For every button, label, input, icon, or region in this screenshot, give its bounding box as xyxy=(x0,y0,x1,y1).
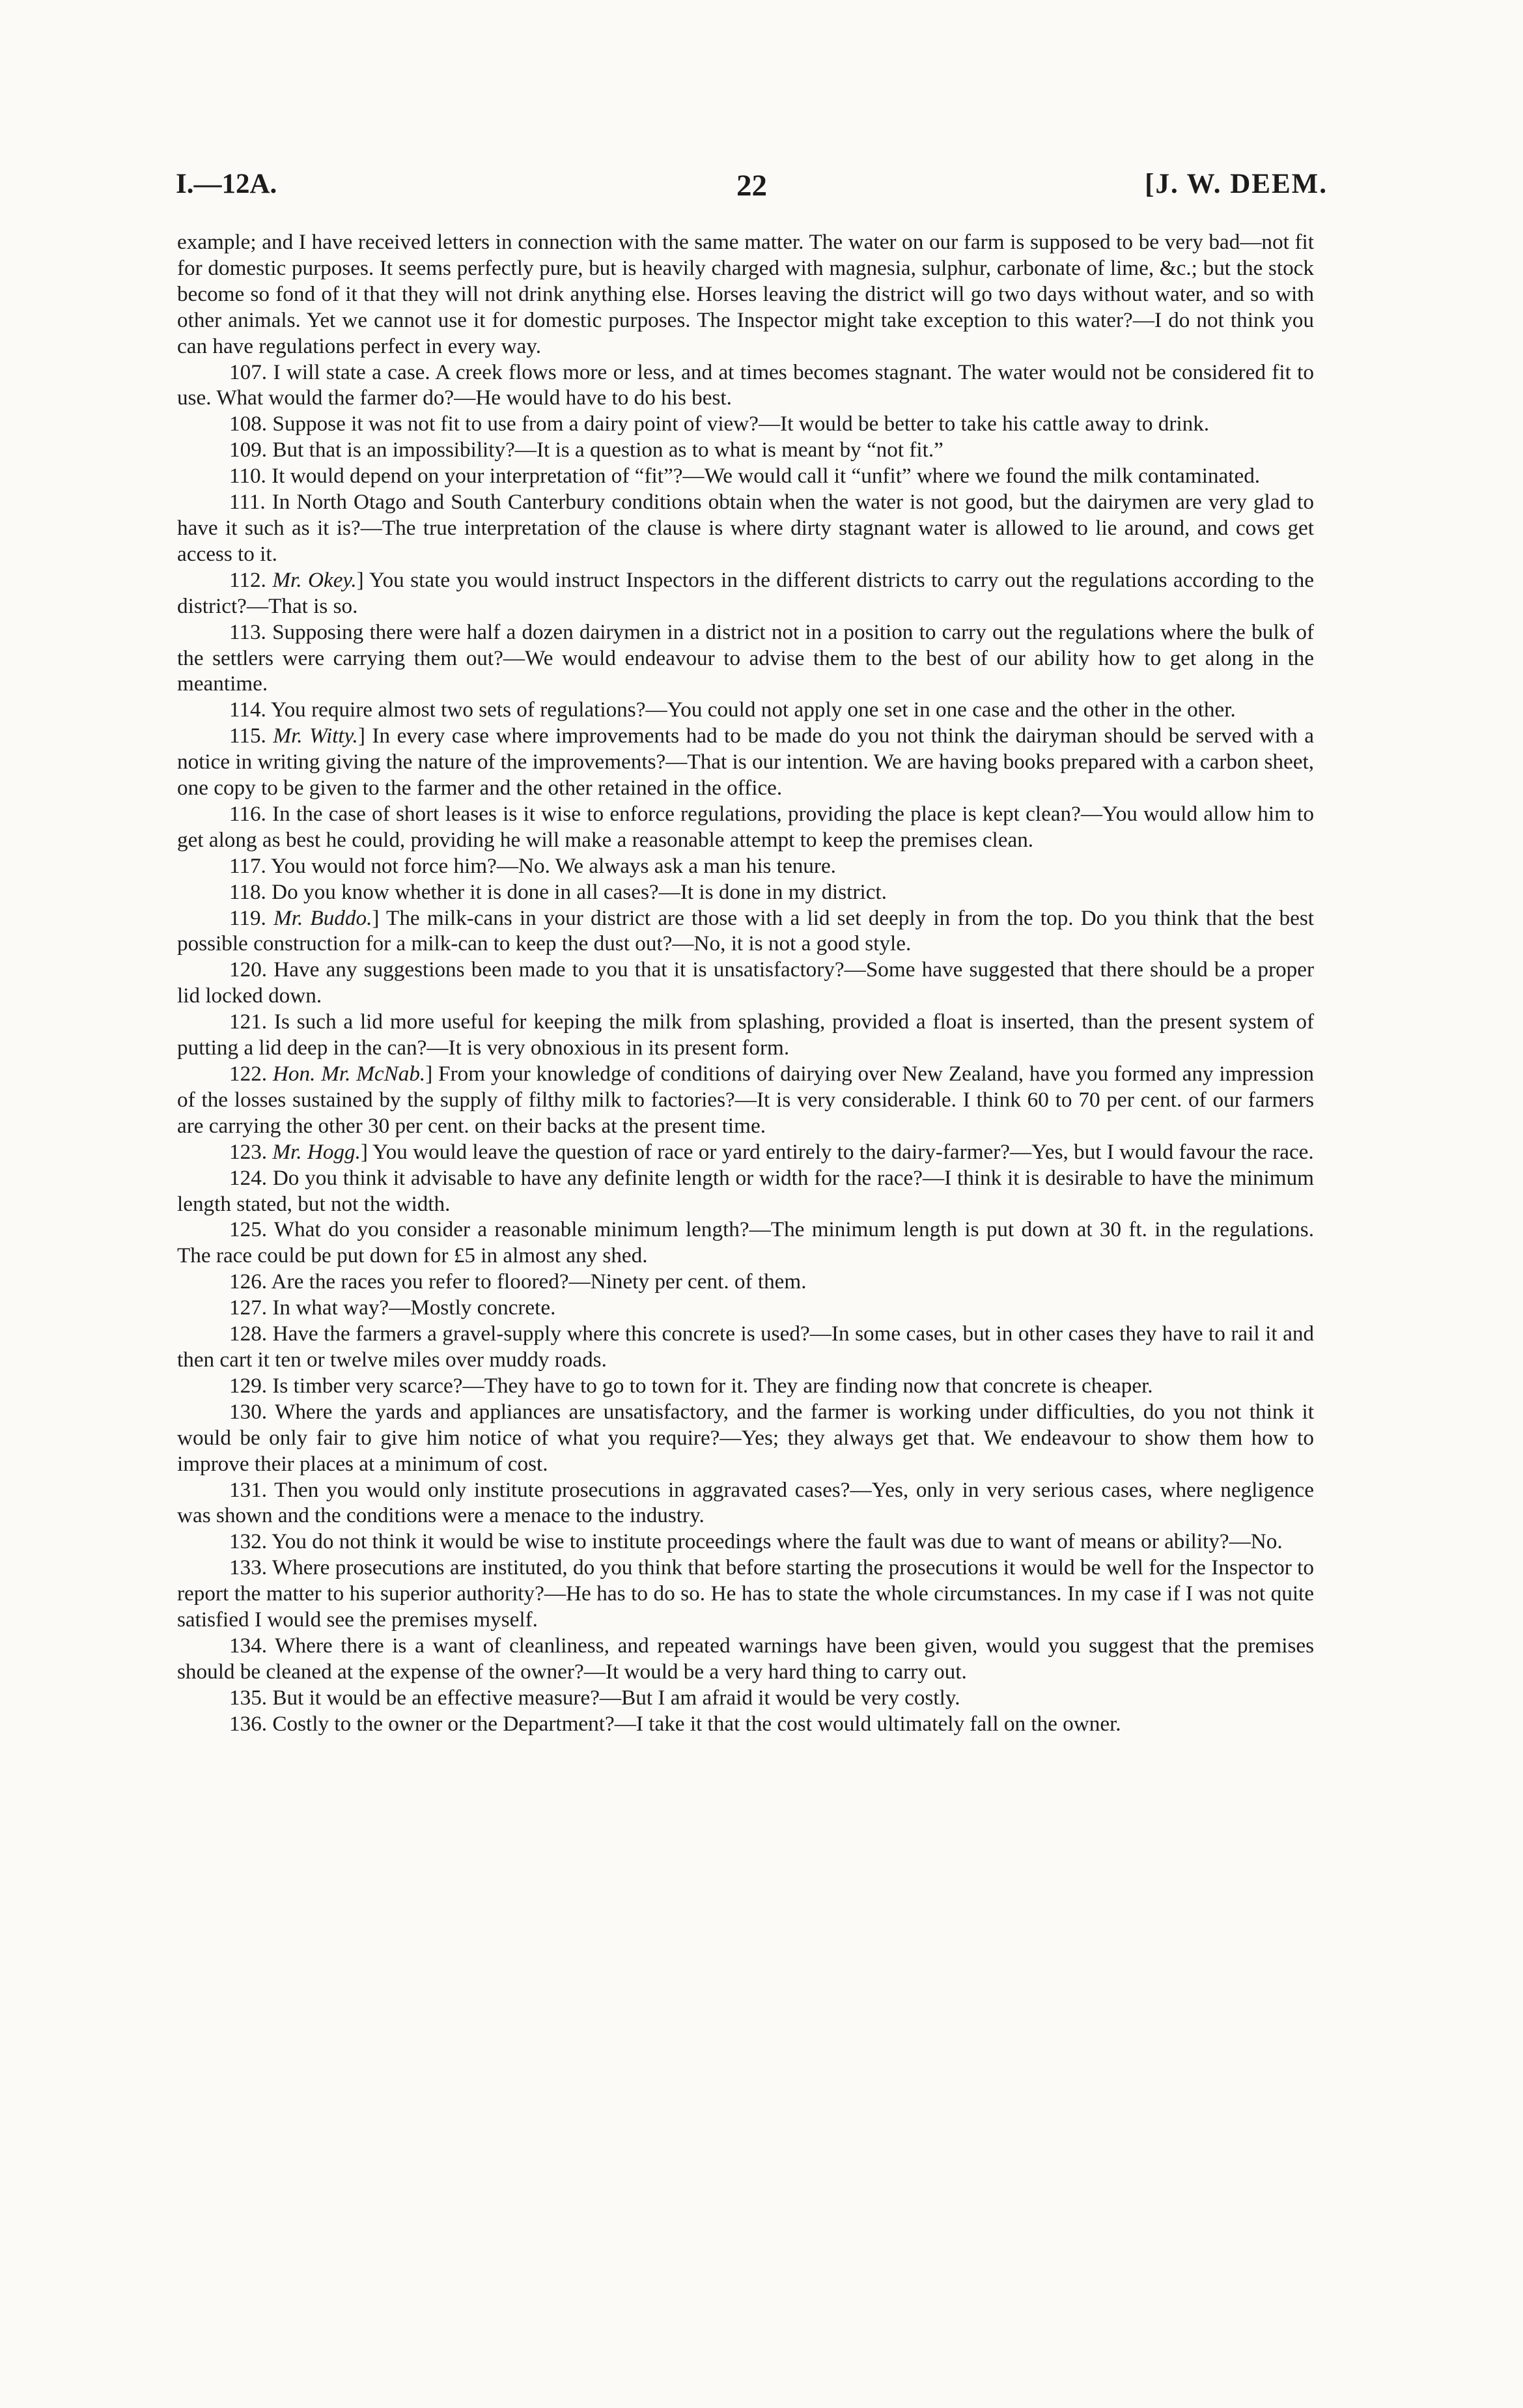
speaker-name: Hon. Mr. McNab. xyxy=(272,1062,426,1086)
question-number: 127. xyxy=(229,1296,268,1320)
speaker-name: Mr. Witty. xyxy=(273,724,358,748)
question-number: 110. xyxy=(229,464,266,489)
question-number: 109. xyxy=(229,438,268,462)
question-number: 120. xyxy=(229,957,268,982)
paragraph-text: Are the races you refer to floored?—Ninety per cent. of them. xyxy=(271,1269,807,1294)
question-number: 130. xyxy=(229,1399,268,1424)
question-number: 131. xyxy=(229,1477,268,1502)
question-number: 119. xyxy=(229,905,266,930)
speaker-name: Mr. Hogg. xyxy=(272,1139,361,1164)
paragraph-text: But it would be an effective measure?—But I am afraid it would be very costly. xyxy=(272,1685,960,1710)
question-paragraph xyxy=(177,463,1314,489)
paragraph-text: Is such a lid more useful for keeping the milk from splashing, provided a float is inserted, than the present system of putting a lid deep in the can?—It is very obnoxious in its present form. xyxy=(177,1010,1314,1060)
paragraph-text: example; and I have received letters in connection with the same matter. The water on our farm is supposed to be very bad—not fit for domestic purposes. It seems perfectly pure, but is heavily charged with magnesia, sulphur, carbonate of lime, &c.; but the stock become so fond of it that they will not drink anything else. Horses leaving the district will go two days without water, and so with other animals. Yet we cannot use it for domestic purposes. The Inspector might take exception to this water?—I do not think you can have regulations perfect in every way. xyxy=(177,230,1314,358)
question-number: 112. xyxy=(229,567,266,592)
paragraph-text: It would depend on your interpretation of “fit”?—We would call it “unfit” where we found the milk contaminated. xyxy=(272,464,1261,489)
paragraph-text: Have any suggestions been made to you that it is unsatisfactory?—Some have suggested that there should be a proper lid locked down. xyxy=(177,957,1314,1008)
question-paragraph: 115. Mr. Witty.] In every case where improvements had to be made do you not think the dairyman should be served with a notice in writing giving the nature of the improvements?—That is our intention. We are having books prepared with a carbon sheet, one copy to be given to the farmer and the other retained in the office. xyxy=(177,724,1314,800)
paragraph-text: You would leave the question of race or yard entirely to the dairy-farmer?—Yes, but I would favour the race. xyxy=(372,1139,1314,1164)
paragraph-text: You require almost two sets of regulations?—You could not apply one set in one case and the other in the other. xyxy=(270,698,1236,722)
question-number: 115. xyxy=(229,724,266,748)
question-number: 124. xyxy=(229,1165,268,1190)
page-number: 22 xyxy=(736,169,767,203)
paragraph-text: Have the farmers a gravel-supply where this concrete is used?—In some cases, but in other cases they have to rail it and then cart it ten or twelve miles over muddy roads. xyxy=(177,1322,1315,1372)
question-number: 134. xyxy=(229,1633,268,1658)
question-number: 114. xyxy=(229,698,266,722)
paragraph-text: In the case of short leases is it wise to enforce regulations, providing the place is kept clean?—You would allow him to get along as best he could, providing he will make a reasonable attempt to keep the premises clean. xyxy=(177,801,1314,852)
question-paragraph xyxy=(177,879,1314,905)
paragraph-text: Where the yards and appliances are unsatisfactory, and the farmer is working under difficulties, do you not think it would be only fair to give him notice of what you require?—Yes; they always get that. We endeavour to show them how to improve their places at a minimum of cost. xyxy=(177,1399,1314,1476)
question-paragraph xyxy=(177,697,1314,723)
question-number: 111. xyxy=(229,490,266,515)
question-number: 123. xyxy=(229,1139,268,1164)
question-paragraph: 112. Mr. Okey.] You state you would instruct Inspectors in the different districts to carry out the regulations according to the district?—That is so. xyxy=(177,567,1314,618)
question-number: 132. xyxy=(229,1529,268,1554)
paragraph-text: From your knowledge of conditions of dairying over New Zealand, have you formed any impression of the losses sustained by the supply of filthy milk to factories?—It is very considerable. I think 60 to 70 per cent. of our farmers are carrying the other 30 per cent. on their backs at the present time. xyxy=(177,1062,1315,1138)
witness-name: [J. W. DEEM. xyxy=(1145,169,1328,199)
question-number: 108. xyxy=(229,412,268,436)
question-number: 118. xyxy=(229,879,266,904)
paragraph-text: What do you consider a reasonable minimum length?—The minimum length is put down at 30 ft. in the regulations. The race could be put down for £5 in almost any shed. xyxy=(177,1217,1314,1268)
paragraph-text: In every case where improvements had to be made do you not think the dairyman should be served with a notice in writing giving the nature of the improvements?—That is our intention. We are having books prepared with a carbon sheet, one copy to be given to the farmer and the other retained in the office. xyxy=(177,724,1314,800)
question-paragraph xyxy=(177,1217,1314,1269)
paragraph-text: But that is an impossibility?—It is a question as to what is meant by “not fit.” xyxy=(272,438,943,462)
question-paragraph: 122. Hon. Mr. McNab.] From your knowledge of conditions of dairying over New Zealand, have you formed any impression of the losses sustained by the supply of filthy milk to factories?—It is very considerable. I think 60 to 70 per cent. of our farmers are carrying the other 30 per cent. on their backs at the present time. xyxy=(177,1062,1315,1138)
question-paragraph xyxy=(177,1399,1314,1477)
question-paragraph: 119. Mr. Buddo.] The milk-cans in your district are those with a lid set deeply in from the top. Do you think that the best possible construction for a milk-can to keep the dust out?—No, it is not a good style. xyxy=(177,905,1315,956)
question-number: 125. xyxy=(229,1217,268,1242)
question-paragraph xyxy=(177,1373,1314,1399)
speaker-name: Mr. Buddo. xyxy=(273,905,372,930)
question-paragraph xyxy=(177,360,1314,412)
question-paragraph xyxy=(177,619,1314,698)
question-paragraph xyxy=(177,1295,1314,1321)
paragraph-text: You state you would instruct Inspectors in the different districts to carry out the regulations according to the district?—That is so. xyxy=(177,567,1314,618)
question-paragraph: 123. Mr. Hogg.] You would leave the question of race or yard entirely to the dairy-farmer?—Yes, but I would favour the race. xyxy=(229,1139,1314,1164)
question-paragraph xyxy=(177,437,1314,463)
question-paragraph xyxy=(177,801,1314,853)
question-number: 122. xyxy=(229,1062,268,1086)
paragraph-text: The milk-cans in your district are those with a lid set deeply in from the top. Do you think that the best possible construction for a milk-can to keep the dust out?—No, it is not a good style. xyxy=(177,905,1315,956)
paragraph-text: Where there is a want of cleanliness, and repeated warnings have been given, would you suggest that the premises should be cleaned at the expense of the owner?—It would be a very hard thing to carry out. xyxy=(177,1633,1315,1684)
question-paragraph xyxy=(177,411,1314,437)
question-paragraph xyxy=(177,1165,1314,1217)
paragraph-text: In what way?—Mostly concrete. xyxy=(272,1296,556,1320)
paragraph-text: Where prosecutions are instituted, do you think that before starting the prosecutions it would be well for the Inspector to report the matter to his superior authority?—He has to do so. He has to state the whole circumstances. In my case if I was not quite satisfied I would see the premises myself. xyxy=(177,1555,1315,1632)
question-paragraph xyxy=(177,1711,1314,1737)
paragraph-text: Is timber very scarce?—They have to go to town for it. They are finding now that concrete is cheaper. xyxy=(272,1373,1153,1398)
question-paragraph xyxy=(177,1633,1314,1685)
question-paragraph xyxy=(177,1321,1314,1373)
speaker-name: Mr. Okey. xyxy=(272,567,357,592)
question-paragraph xyxy=(177,1685,1314,1711)
paragraph-text: You do not think it would be wise to institute proceedings where the fault was due to want of means or ability?—No. xyxy=(272,1529,1283,1554)
paragraph-text: In North Otago and South Canterbury conditions obtain when the water is not good, but the dairymen are very glad to have it such as it is?—The true interpretation of the clause is where dirty stagnant water is allowed to lie around, and cows get access to it. xyxy=(177,490,1314,566)
question-paragraph xyxy=(177,1529,1314,1555)
question-paragraph xyxy=(177,957,1314,1009)
paragraph-text: You would not force him?—No. We always ask a man his tenure. xyxy=(270,853,836,878)
question-number: 116. xyxy=(229,801,266,826)
question-paragraph xyxy=(177,489,1314,567)
question-number: 117. xyxy=(229,853,266,878)
paragraph-text: Do you know whether it is done in all cases?—It is done in my district. xyxy=(272,879,887,904)
document-reference: I.—12A. xyxy=(176,169,277,199)
question-number: 107. xyxy=(229,360,268,384)
question-number: 133. xyxy=(229,1555,268,1580)
paragraph-text: Suppose it was not fit to use from a dairy point of view?—It would be better to take his cattle away to drink. xyxy=(272,412,1210,436)
evidence-transcript xyxy=(177,229,1314,1737)
question-number: 126. xyxy=(229,1269,268,1294)
question-number: 136. xyxy=(229,1711,268,1736)
question-paragraph xyxy=(177,1477,1314,1529)
paragraph-text: Supposing there were half a dozen dairymen in a district not in a position to carry out the regulations where the bulk of the settlers were carrying them out?—We would endeavour to advise them to the best of our ability how to get along in the meantime. xyxy=(177,619,1314,696)
paragraph-text: Costly to the owner or the Department?—I take it that the cost would ultimately fall on the owner. xyxy=(272,1711,1121,1736)
question-number: 135. xyxy=(229,1685,268,1710)
paragraph-text: Then you would only institute prosecutions in aggravated cases?—Yes, only in very serious cases, where negligence was shown and the conditions were a menace to the industry. xyxy=(177,1477,1314,1528)
paragraph-text: Do you think it advisable to have any definite length or width for the race?—I think it is desirable to have the minimum length stated, but not the width. xyxy=(177,1165,1314,1216)
question-paragraph xyxy=(177,853,1314,879)
question-number: 121. xyxy=(229,1010,268,1034)
question-paragraph xyxy=(177,1269,1314,1295)
question-paragraph xyxy=(177,1555,1314,1633)
paragraph-text: I will state a case. A creek flows more or less, and at times becomes stagnant. The water would not be considered fit to use. What would the farmer do?—He would have to do his best. xyxy=(177,360,1314,410)
question-paragraph xyxy=(177,229,1314,360)
question-paragraph xyxy=(177,1009,1314,1061)
page-header xyxy=(176,168,1328,207)
question-number: 129. xyxy=(229,1373,268,1398)
question-number: 113. xyxy=(229,619,266,644)
question-number: 128. xyxy=(229,1322,268,1346)
